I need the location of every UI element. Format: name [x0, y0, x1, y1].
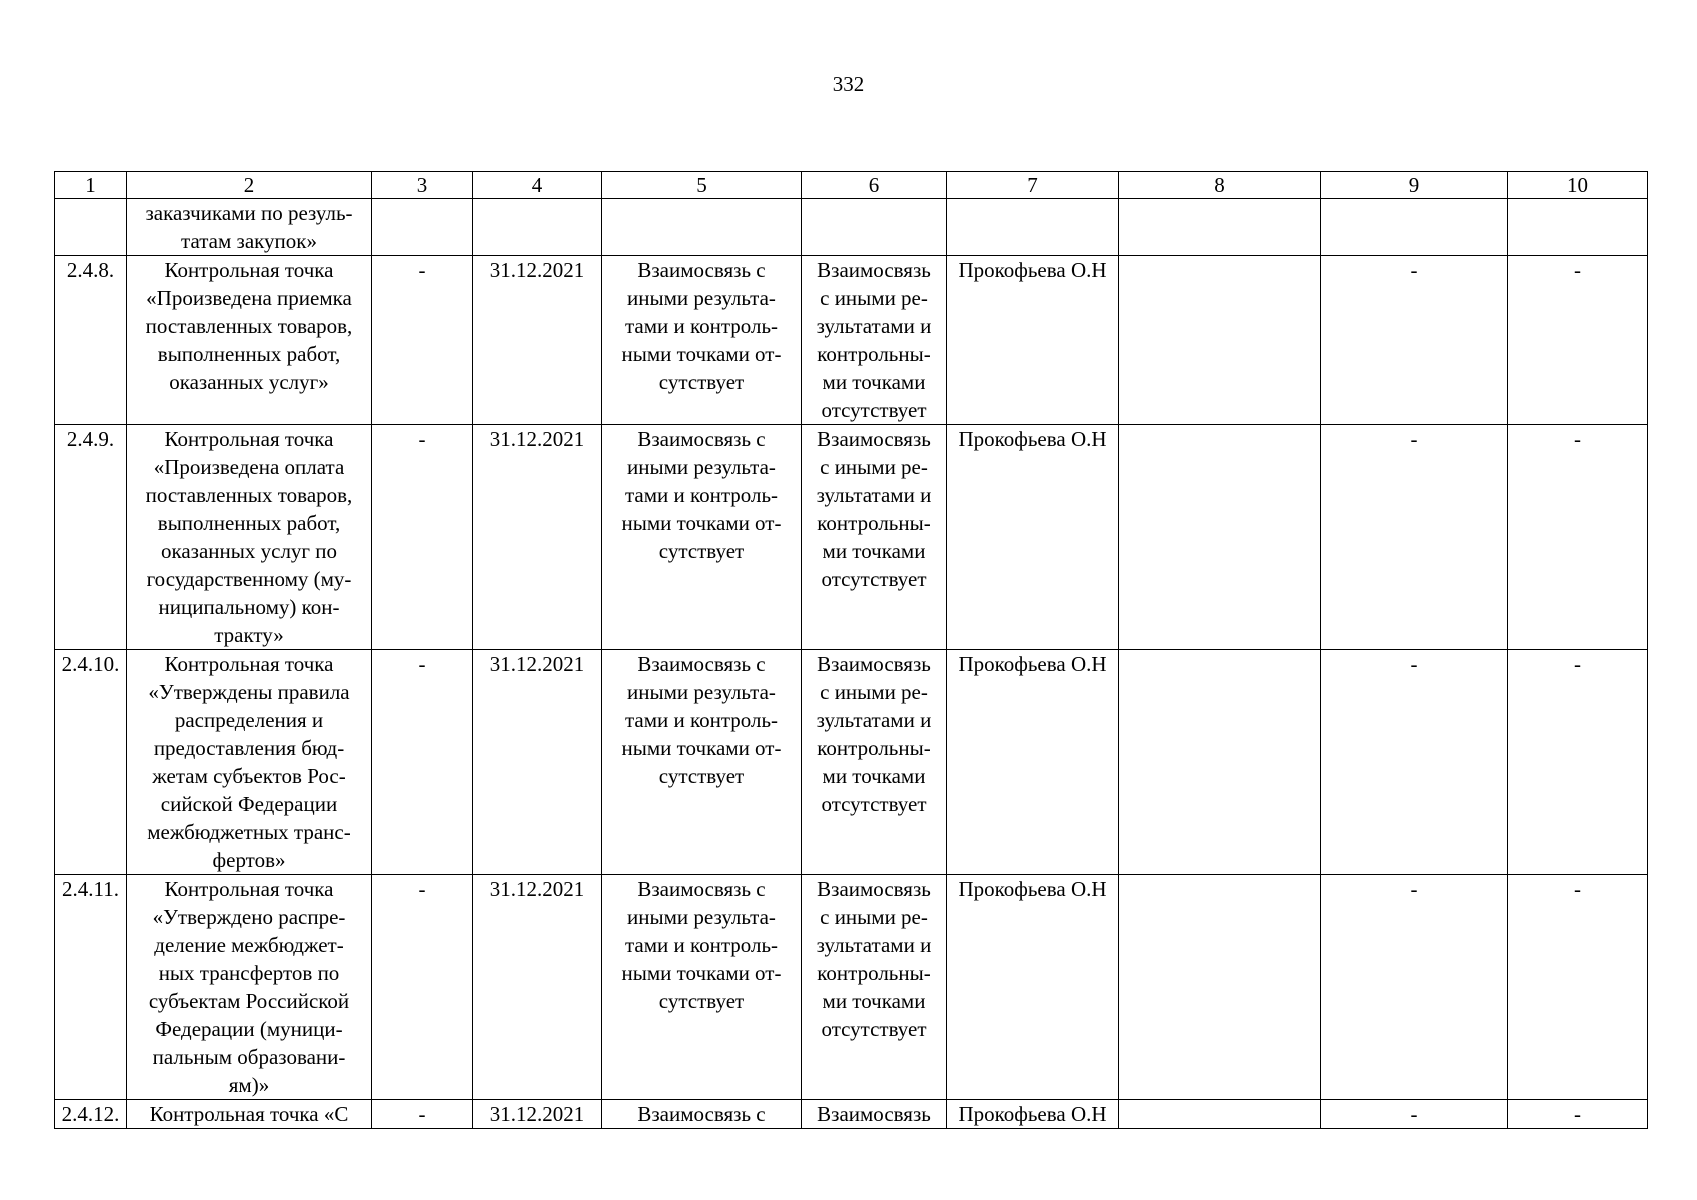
- cell-col3: [372, 199, 473, 256]
- column-header: 2: [127, 172, 372, 199]
- cell-col10: -: [1508, 256, 1648, 425]
- item-name: Контрольная точка «С: [127, 1100, 372, 1129]
- cell-col5: Взаимосвязь с иными результа- тами и контроль- ными точками от- сутствует: [602, 425, 802, 650]
- cell-col9: [1321, 199, 1508, 256]
- cell-col10: -: [1508, 1100, 1648, 1129]
- column-header: 1: [55, 172, 127, 199]
- responsible-person: Прокофьева О.Н: [947, 875, 1119, 1100]
- column-header: 4: [473, 172, 602, 199]
- cell-col3: -: [372, 1100, 473, 1129]
- cell-col6: Взаимосвязь с иными ре- зультатами и контрольны- ми точками отсутствует: [802, 875, 947, 1100]
- item-number: 2.4.9.: [55, 425, 127, 650]
- item-number: 2.4.8.: [55, 256, 127, 425]
- cell-col3: -: [372, 875, 473, 1100]
- cell-col9: -: [1321, 875, 1508, 1100]
- table-row: [55, 1100, 1648, 1129]
- cell-col9: -: [1321, 256, 1508, 425]
- column-header: 6: [802, 172, 947, 199]
- page-number: 332: [832, 72, 865, 96]
- cell-col5: [602, 199, 802, 256]
- cell-col10: [1508, 199, 1648, 256]
- responsible-person: Прокофьева О.Н: [947, 650, 1119, 875]
- due-date: [473, 199, 602, 256]
- item-name: Контрольная точка «Произведена приемка поставленных товаров, выполненных работ, оказанных услуг»: [127, 256, 372, 425]
- cell-col3: -: [372, 425, 473, 650]
- cell-col3: -: [372, 256, 473, 425]
- item-name: заказчиками по резуль- татам закупок»: [127, 199, 372, 256]
- cell-col9: -: [1321, 650, 1508, 875]
- item-number: [55, 199, 127, 256]
- item-number: 2.4.11.: [55, 875, 127, 1100]
- due-date: 31.12.2021: [473, 875, 602, 1100]
- responsible-person: Прокофьева О.Н: [947, 425, 1119, 650]
- column-header: 10: [1508, 172, 1648, 199]
- column-header: 8: [1119, 172, 1321, 199]
- responsible-person: [947, 199, 1119, 256]
- item-number: 2.4.12.: [55, 1100, 127, 1129]
- cell-col9: -: [1321, 1100, 1508, 1129]
- cell-col3: -: [372, 650, 473, 875]
- column-number-row: [55, 172, 1648, 199]
- item-name: Контрольная точка «Утверждено распре- деление межбюджет- ных трансфертов по субъектам Российской Федерации (муници- пальным образовани- ям)»: [127, 875, 372, 1100]
- responsible-person: Прокофьева О.Н: [947, 256, 1119, 425]
- due-date: 31.12.2021: [473, 425, 602, 650]
- control-points-table: [54, 171, 1648, 1129]
- cell-col8: [1119, 650, 1321, 875]
- cell-col5: Взаимосвязь с иными результа- тами и контроль- ными точками от- сутствует: [602, 875, 802, 1100]
- due-date: 31.12.2021: [473, 1100, 602, 1129]
- table-row: [55, 650, 1648, 875]
- table-row: [55, 425, 1648, 650]
- cell-col8: [1119, 199, 1321, 256]
- cell-col6: Взаимосвязь с иными ре- зультатами и контрольны- ми точками отсутствует: [802, 425, 947, 650]
- cell-col8: [1119, 425, 1321, 650]
- column-header: 9: [1321, 172, 1508, 199]
- item-number: 2.4.10.: [55, 650, 127, 875]
- column-header: 3: [372, 172, 473, 199]
- table-row: [55, 199, 1648, 256]
- cell-col8: [1119, 1100, 1321, 1129]
- column-header: 7: [947, 172, 1119, 199]
- due-date: 31.12.2021: [473, 256, 602, 425]
- cell-col8: [1119, 875, 1321, 1100]
- cell-col8: [1119, 256, 1321, 425]
- cell-col5: Взаимосвязь с иными результа- тами и контроль- ными точками от- сутствует: [602, 650, 802, 875]
- cell-col10: -: [1508, 650, 1648, 875]
- item-name: Контрольная точка «Утверждены правила распределения и предоставления бюд- жетам субъектов Рос- сийской Федерации межбюджетных транс- фертов»: [127, 650, 372, 875]
- cell-col5: Взаимосвязь с: [602, 1100, 802, 1129]
- cell-col6: [802, 199, 947, 256]
- cell-col5: Взаимосвязь с иными результа- тами и контроль- ными точками от- сутствует: [602, 256, 802, 425]
- responsible-person: Прокофьева О.Н: [947, 1100, 1119, 1129]
- cell-col6: Взаимосвязь с иными ре- зультатами и контрольны- ми точками отсутствует: [802, 650, 947, 875]
- cell-col10: -: [1508, 875, 1648, 1100]
- cell-col10: -: [1508, 425, 1648, 650]
- item-name: Контрольная точка «Произведена оплата поставленных товаров, выполненных работ, оказанных услуг по государственному (му- ниципальному) кон- тракту»: [127, 425, 372, 650]
- cell-col6: Взаимосвязь: [802, 1100, 947, 1129]
- cell-col6: Взаимосвязь с иными ре- зультатами и контрольны- ми точками отсутствует: [802, 256, 947, 425]
- due-date: 31.12.2021: [473, 650, 602, 875]
- cell-col9: -: [1321, 425, 1508, 650]
- column-header: 5: [602, 172, 802, 199]
- table-row: [55, 875, 1648, 1100]
- table-row: [55, 256, 1648, 425]
